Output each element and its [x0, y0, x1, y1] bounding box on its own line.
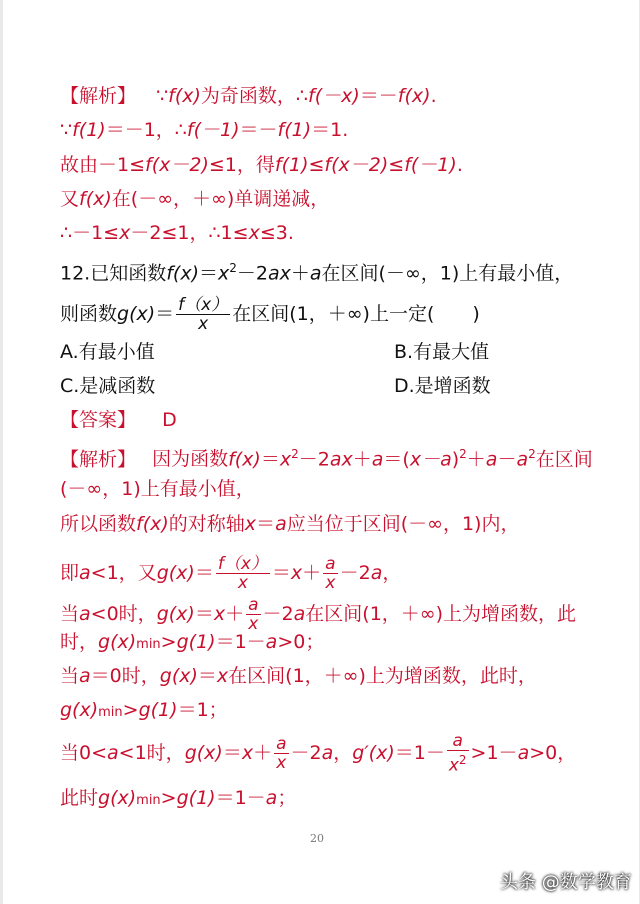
- math: f(1): [72, 119, 106, 141]
- text: >0，: [529, 741, 577, 764]
- text: ≤1，得: [208, 154, 275, 176]
- text: ＝1；: [177, 699, 228, 721]
- math: g(x): [184, 741, 223, 764]
- text: (－∞，1)上有最小值，: [60, 478, 255, 500]
- text: 在区间(1，＋∞)上一定( ): [232, 303, 480, 325]
- math: f(x): [168, 85, 201, 107]
- math: f(x－2): [145, 154, 209, 176]
- answer-tag: 【答案】: [60, 409, 137, 431]
- math: g(1): [176, 787, 216, 809]
- math: a: [293, 603, 306, 625]
- math: f(x): [166, 262, 199, 285]
- text: 12.已知函数: [60, 262, 167, 285]
- subscript: min: [136, 793, 161, 808]
- analysis-line-1: [60, 84, 437, 108]
- math: x: [279, 448, 292, 471]
- solution-line-2: [60, 477, 255, 501]
- solution-line-10: [60, 786, 296, 813]
- text: 的对称轴: [168, 513, 245, 535]
- text: 所以函数: [60, 513, 137, 535]
- solution-line-7: [60, 664, 537, 688]
- page-number: 20: [310, 832, 324, 845]
- math: g(x): [117, 303, 156, 325]
- text: ): [451, 448, 460, 471]
- math: x: [248, 222, 260, 244]
- math: a: [517, 741, 530, 764]
- solution-line-5: [60, 596, 576, 633]
- fraction: $\frac{a}{x}$: [325, 554, 336, 593]
- option-c[interactable]: C.是减函数: [60, 375, 156, 397]
- math: a: [321, 741, 334, 764]
- option-a[interactable]: A.有最小值: [60, 341, 155, 363]
- analysis-tag: 【解析】: [60, 448, 137, 471]
- text: ＝1.: [311, 119, 349, 141]
- fraction: $\frac{a}{x}$: [276, 733, 287, 773]
- math: a: [370, 562, 383, 584]
- text: 为奇函数，∴: [200, 85, 309, 107]
- subscript: min: [98, 705, 123, 720]
- math: x: [216, 665, 229, 687]
- text: ＝: [271, 562, 291, 584]
- math: g(x): [156, 603, 195, 625]
- math: x: [244, 513, 257, 535]
- answer-line: [60, 408, 177, 432]
- math: a: [275, 513, 287, 535]
- analysis-tag: 【解析】: [60, 85, 137, 107]
- text: ∴－1≤: [60, 222, 120, 244]
- text: ＝: [198, 262, 218, 285]
- text: >: [160, 631, 177, 653]
- question-12-line-2: [60, 296, 480, 333]
- math: g(x): [159, 665, 198, 687]
- subscript: min: [136, 637, 161, 652]
- math: a: [516, 448, 529, 471]
- text: ∵: [156, 85, 169, 107]
- text: >: [122, 699, 139, 721]
- text: 当0<: [60, 741, 108, 764]
- math: f(－1): [404, 154, 457, 176]
- text: >1－: [470, 741, 518, 764]
- text: －2: [290, 741, 322, 764]
- text: ≤: [388, 154, 405, 176]
- text: >0；: [277, 631, 325, 653]
- solution-line-1: [60, 442, 593, 471]
- math: f(1): [274, 154, 309, 176]
- text: ＝1－: [215, 631, 266, 653]
- text: 则函数: [60, 303, 118, 325]
- text: －: [497, 448, 517, 471]
- text: 在区间: [535, 448, 593, 471]
- math: a: [265, 787, 278, 809]
- fraction: $\frac{f(x)}{x}$: [178, 295, 229, 334]
- superscript: 2: [528, 447, 536, 461]
- math: g(x): [98, 787, 137, 809]
- text: ＝: [260, 448, 280, 471]
- text: 时，: [60, 631, 99, 653]
- text: 在区间(1，＋∞)上为增函数，此时，: [228, 665, 537, 687]
- option-b[interactable]: B.有最大值: [394, 341, 490, 363]
- superscript: 2: [229, 261, 237, 275]
- text: ；: [277, 787, 297, 809]
- text: 故由－1≤: [60, 154, 146, 176]
- math: g(x): [156, 562, 195, 584]
- math: f(x－2): [324, 154, 389, 176]
- text: －2: [262, 603, 294, 625]
- solution-line-6: [60, 630, 324, 657]
- text: ＝1－: [394, 741, 445, 764]
- solution-line-4: [60, 555, 401, 592]
- text: ＝: [194, 603, 214, 625]
- analysis-line-2: [60, 118, 348, 142]
- math: a: [79, 603, 91, 625]
- math: x－a: [409, 448, 452, 471]
- text: ＝－: [359, 85, 398, 107]
- math: ax: [267, 262, 291, 285]
- text: ，: [333, 741, 353, 764]
- math: a: [371, 448, 384, 471]
- math: f(x): [397, 85, 431, 107]
- text: ＝(: [383, 448, 410, 471]
- math: x: [218, 262, 230, 285]
- text: 即: [60, 562, 80, 584]
- text: ＝: [197, 665, 217, 687]
- text: 在区间(1，＋∞)上为增函数，此: [305, 603, 577, 625]
- math: f(－x): [308, 85, 360, 107]
- text: －2: [298, 448, 330, 471]
- text: ，: [382, 562, 402, 584]
- fraction: $\frac{f(x)}{x}$: [217, 554, 268, 593]
- text: ＝1－: [215, 787, 266, 809]
- question-12-stem: [60, 256, 573, 285]
- math: a: [79, 562, 91, 584]
- solution-line-9: [60, 732, 576, 775]
- math: a: [309, 262, 322, 285]
- text: 又: [60, 188, 80, 210]
- superscript: 2: [291, 447, 299, 461]
- text: ＋: [352, 448, 372, 471]
- analysis-line-5: [60, 221, 294, 245]
- math: ax: [329, 448, 353, 471]
- text: ＋: [225, 603, 245, 625]
- math: g(1): [176, 631, 216, 653]
- text: >: [160, 787, 177, 809]
- text: .: [430, 85, 437, 107]
- math: a: [265, 631, 278, 653]
- solution-line-3: [60, 512, 519, 536]
- math: a: [485, 448, 498, 471]
- text: 此时: [60, 787, 99, 809]
- answer-value: D: [162, 409, 177, 431]
- text: ＋: [302, 562, 322, 584]
- math: x: [119, 222, 131, 244]
- text: ＝－: [239, 119, 278, 141]
- text: <1时，: [118, 741, 185, 764]
- text: .: [456, 154, 463, 176]
- text: －2≤1，∴1≤: [130, 222, 249, 244]
- text: 在(－∞，＋∞)单调递减，: [111, 188, 330, 210]
- analysis-line-3: [60, 153, 463, 177]
- superscript: 2: [458, 753, 467, 767]
- text: ＝: [256, 513, 276, 535]
- math: a: [79, 665, 91, 687]
- watermark: 头条 @数学教育: [500, 872, 632, 893]
- math: x: [213, 603, 226, 625]
- text: <0时，: [90, 603, 157, 625]
- text: 当: [60, 665, 80, 687]
- text: ≤: [308, 154, 325, 176]
- text: ＝0时，: [90, 665, 160, 687]
- text: 应当位于区间(－∞，1)内，: [286, 513, 520, 535]
- math: f(－1): [186, 119, 240, 141]
- text: ∵: [60, 119, 73, 141]
- math: f(1): [277, 119, 312, 141]
- math: g(1): [138, 699, 178, 721]
- math: g′(x): [352, 741, 395, 764]
- math: x: [241, 741, 254, 764]
- math: f(x): [228, 448, 261, 471]
- text: ＋: [290, 262, 310, 285]
- fraction: $\frac{a}{x^2}$: [448, 731, 467, 776]
- text: <1，又: [90, 562, 157, 584]
- text: ≤3.: [259, 222, 294, 244]
- text: 当: [60, 603, 80, 625]
- text: －2: [236, 262, 268, 285]
- math: g(x): [60, 699, 99, 721]
- text: －2: [339, 562, 371, 584]
- text: ＝: [194, 562, 214, 584]
- math: a: [107, 741, 119, 764]
- fraction: $\frac{a}{x}$: [248, 595, 259, 634]
- text: ＝: [222, 741, 242, 764]
- text: 因为函数: [152, 448, 229, 471]
- math: f(x): [136, 513, 169, 535]
- analysis-line-4: [60, 187, 329, 211]
- text: ＝－1，∴: [105, 119, 187, 141]
- text: ＋: [466, 448, 486, 471]
- option-d[interactable]: D.是增函数: [394, 375, 491, 397]
- math: g(x): [98, 631, 137, 653]
- math: x: [290, 562, 303, 584]
- text: ＋: [253, 741, 273, 764]
- solution-line-8: [60, 698, 228, 725]
- text: 在区间(－∞，1)上有最小值，: [321, 262, 574, 285]
- math: f(x): [79, 188, 112, 210]
- text: ＝: [155, 303, 175, 325]
- superscript: 2: [459, 447, 467, 461]
